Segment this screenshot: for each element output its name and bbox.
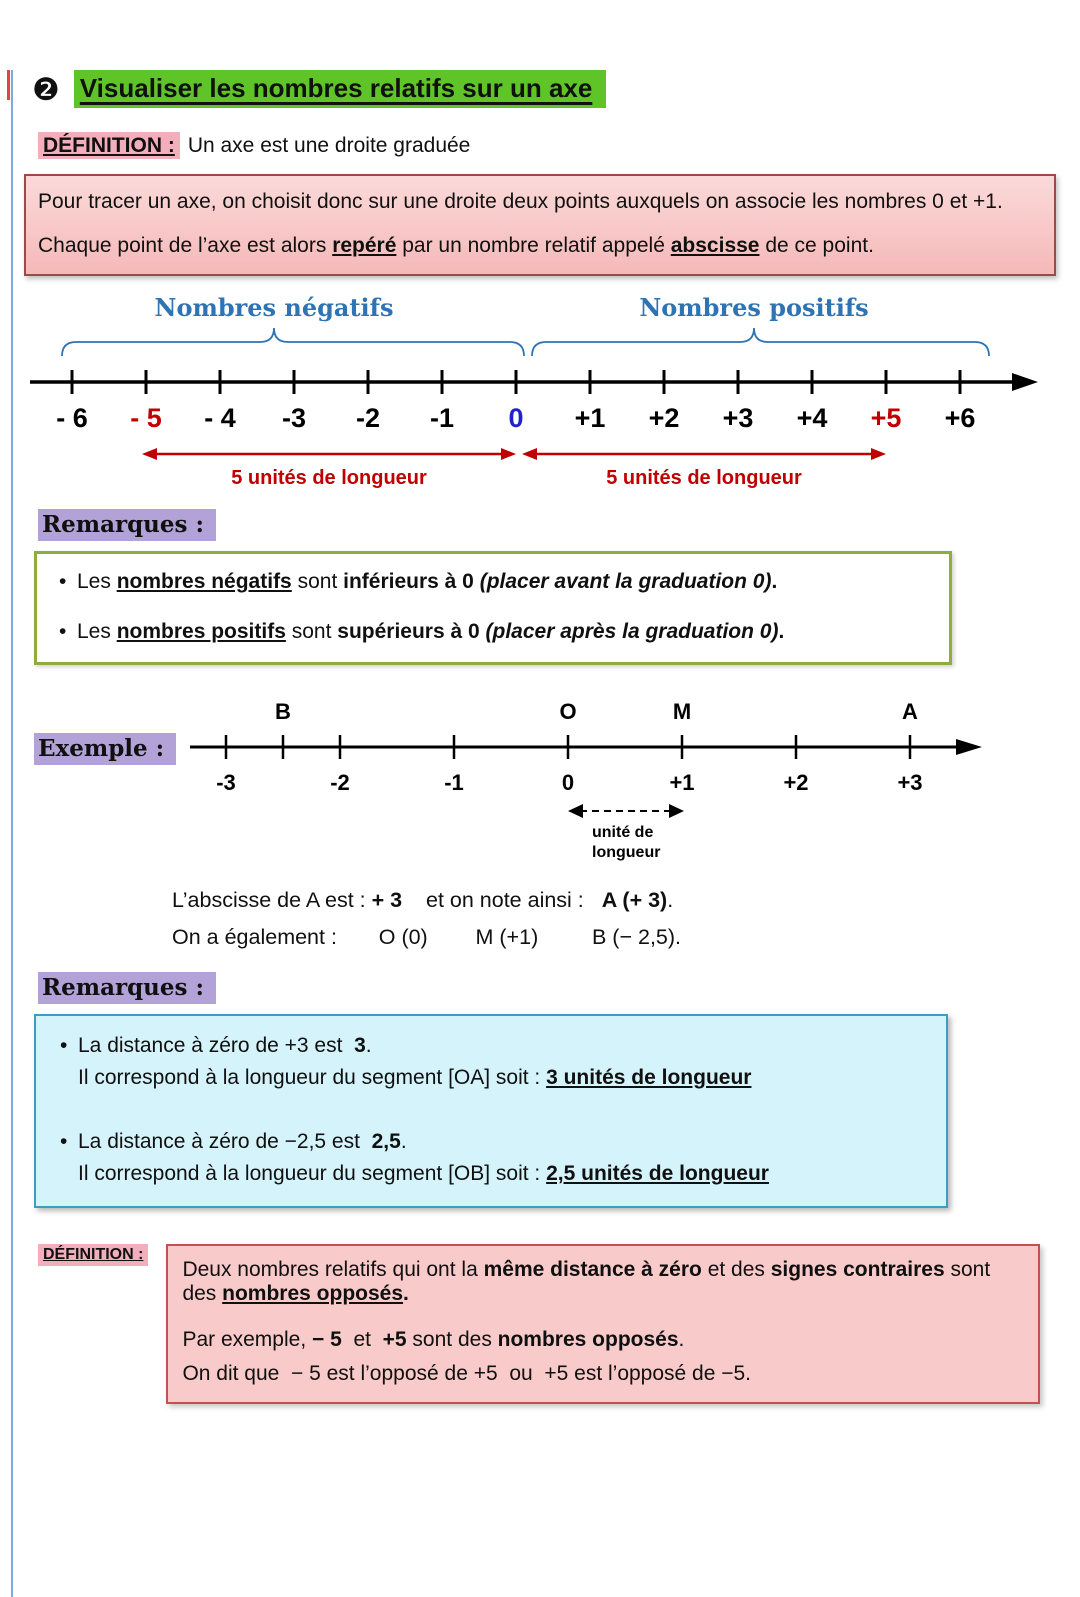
text-segment: de ce point.: [759, 234, 874, 257]
text-segment: sont des: [182, 1258, 991, 1305]
tick-label: +2: [648, 403, 680, 433]
remarks-2-label: Remarques :: [38, 972, 216, 1004]
text-segment: .: [365, 1034, 372, 1057]
text-segment: sont des: [406, 1328, 498, 1351]
text-segment: Par exemple,: [182, 1328, 312, 1351]
main-number-line: [14, 292, 1080, 495]
term-meme-distance: même distance à zéro: [483, 1258, 702, 1281]
intro-line-1: Pour tracer un axe, on choisit donc sur une droite deux points auxquels on associe les nombres 0 et +1.: [38, 190, 1003, 213]
tick-label: - 5: [130, 403, 162, 433]
distance-item-1: [54, 1034, 928, 1090]
definition-2-section: [38, 1244, 1040, 1404]
text-segment: .: [678, 1328, 685, 1351]
tick-label: +4: [796, 403, 828, 433]
segment-OA-line: [54, 1066, 928, 1090]
notation-A: A (+ 3): [601, 888, 668, 912]
text-segment: .: [667, 888, 674, 912]
axis-arrowhead-icon: [956, 739, 982, 755]
unit-length-arrow: [568, 804, 684, 818]
tick-label: -2: [355, 403, 381, 433]
distance-item-2: [54, 1130, 928, 1186]
value-2-5: 2,5: [371, 1130, 401, 1153]
distance-plus3-line: [54, 1034, 928, 1058]
definition-1-label: DÉFINITION :: [38, 132, 180, 159]
text-segment: Deux nombres relatifs qui ont la: [182, 1258, 484, 1281]
tick-label: +1: [669, 770, 695, 795]
text-segment: sont: [291, 570, 344, 593]
example-label: Exemple :: [34, 733, 176, 765]
point-label-M: M: [673, 699, 692, 724]
value-3-units: 3 unités de longueur: [546, 1066, 752, 1089]
term-repere: repéré: [332, 234, 397, 257]
unit-label-line-2: longueur: [592, 844, 661, 861]
distance-minus25-line: [54, 1130, 928, 1154]
term-nombres-opposes: nombres opposés: [222, 1282, 404, 1305]
definition-2-label: DÉFINITION :: [38, 1244, 148, 1266]
positive-length-label: 5 unités de longueur: [606, 467, 802, 489]
point-label-A: A: [902, 699, 919, 724]
tick-label: -2: [330, 770, 350, 795]
tick-label: +6: [944, 403, 976, 433]
positive-length-arrow: [522, 448, 886, 460]
text-segment: par un nombre relatif appelé: [396, 234, 671, 257]
negative-length-arrow: [142, 448, 516, 460]
definition-2-para-3: On dit que − 5 est l’opposé de +5 ou +5 est l’opposé de −5.: [182, 1362, 752, 1385]
abscisse-note-1: [172, 888, 1080, 913]
negative-brace: [62, 328, 524, 356]
definition-2-para-2: [182, 1328, 1024, 1352]
positive-brace: [532, 328, 989, 356]
point-label-O: O: [559, 699, 577, 724]
note-placement: (placer avant la graduation 0): [479, 570, 772, 593]
tick-label: -1: [429, 403, 455, 433]
negative-zone-label: Nombres négatifs: [154, 293, 394, 322]
remarks-1-label: Remarques :: [38, 509, 216, 541]
intro-line-2: [38, 234, 1042, 258]
text-segment: Les: [77, 570, 117, 593]
page-margin-blue-line: [11, 70, 13, 1597]
text-segment: .: [778, 620, 785, 643]
abscisse-note-2: On a également : O (0) M (+1) B (− 2,5).: [172, 925, 682, 949]
tick-label: +3: [722, 403, 754, 433]
point-label-B: B: [275, 699, 292, 724]
remark-bullet-positive: [53, 620, 933, 644]
segment-OB-line: [54, 1162, 928, 1186]
term-nombres-negatifs: nombres négatifs: [116, 570, 292, 593]
text-segment: La distance à zéro de +3 est: [78, 1034, 355, 1057]
term-abscisse: abscisse: [670, 234, 760, 257]
text-segment: Il correspond à la longueur du segment [OB] soit :: [78, 1162, 547, 1185]
note-placement: (placer après la graduation 0): [485, 620, 779, 643]
term-signes-contraires: signes contraires: [770, 1258, 945, 1281]
tick-label: -3: [216, 770, 236, 795]
axis-arrowhead-icon: [1012, 373, 1038, 391]
text-segment: Chaque point de l’axe est alors: [38, 234, 333, 257]
section-number-badge: ❷: [32, 71, 60, 107]
text-segment: La distance à zéro de −2,5 est: [78, 1130, 372, 1153]
definition-2-box: [166, 1244, 1040, 1404]
term-nombres-opposes: nombres opposés: [497, 1328, 679, 1351]
text-segment: et: [341, 1328, 383, 1351]
number-line-1-svg: [14, 292, 1054, 490]
text-segment: Les: [77, 620, 117, 643]
tick-label: -1: [444, 770, 464, 795]
value-2-5-units: 2,5 unités de longueur: [546, 1162, 769, 1185]
tick-label-zero: 0: [508, 403, 524, 433]
example-number-line: [186, 695, 1016, 872]
intro-box: [24, 174, 1056, 276]
tick-label: +3: [897, 770, 923, 795]
value-plus-3: + 3: [371, 888, 403, 912]
text-segment: .: [400, 1130, 407, 1153]
value-minus-5: − 5: [312, 1328, 342, 1351]
text-segment: Il correspond à la longueur du segment [OA] soit :: [78, 1066, 547, 1089]
unit-label-line-1: unité de: [592, 824, 654, 841]
remarks-1-box: [34, 551, 952, 665]
number-line-2-svg: [186, 695, 1016, 867]
text-segment: et on note ainsi :: [402, 888, 602, 912]
tick-label: +5: [870, 403, 902, 433]
definition-2-para-1: [182, 1258, 1024, 1306]
term-nombres-positifs: nombres positifs: [116, 620, 286, 643]
term-superieurs: supérieurs à 0: [337, 620, 480, 643]
negative-length-label: 5 unités de longueur: [231, 467, 427, 489]
tick-label: - 4: [204, 403, 236, 433]
tick-label: 0: [562, 770, 575, 795]
value-3: 3: [354, 1034, 366, 1057]
term-inferieurs: inférieurs à 0: [343, 570, 474, 593]
text-segment: et des: [701, 1258, 771, 1281]
tick-label: +2: [783, 770, 809, 795]
definition-1: [38, 134, 1080, 158]
positive-zone-label: Nombres positifs: [639, 293, 869, 322]
remark-bullet-negative: [53, 570, 933, 594]
tick-label: - 6: [56, 403, 88, 433]
value-plus-5: +5: [382, 1328, 407, 1351]
section-header: [32, 70, 1080, 108]
tick-label: +1: [574, 403, 606, 433]
text-segment: .: [771, 570, 778, 593]
page-title: Visualiser les nombres relatifs sur un axe: [74, 70, 607, 108]
page-margin-red-line: [7, 70, 10, 100]
text-segment: L’abscisse de A est :: [172, 888, 372, 912]
example-section: [34, 695, 1080, 872]
text-segment: .: [403, 1282, 409, 1305]
text-segment: sont: [285, 620, 338, 643]
definition-1-text: Un axe est une droite graduée: [187, 134, 471, 157]
tick-label: -3: [281, 403, 307, 433]
remarks-2-box: [34, 1014, 948, 1208]
